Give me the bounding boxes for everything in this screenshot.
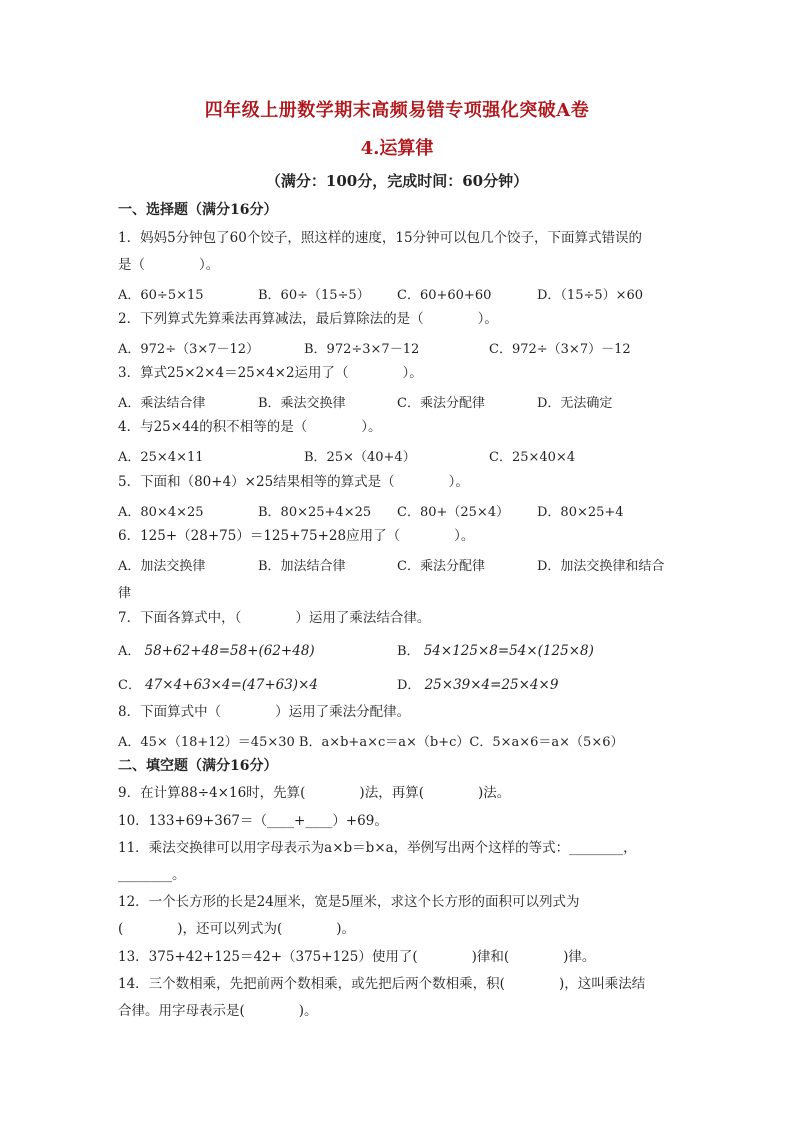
option-a-label: A． bbox=[118, 644, 141, 659]
question-6-option-d: D．加法交换律和结合 bbox=[537, 559, 665, 574]
question-6-option-a: A．加法交换律 bbox=[118, 559, 206, 574]
question-7-option-b bbox=[397, 640, 594, 659]
question-7-option-a bbox=[118, 640, 315, 659]
question-5-line-1: 5．下面和（80+4）×25结果相等的算式是（ ）。 bbox=[118, 474, 469, 490]
question-3-option-d: D．无法确定 bbox=[537, 396, 613, 411]
question-3-line-1: 3．算式25×2×4＝25×4×2运用了（ ）。 bbox=[118, 365, 423, 381]
section-heading-choice: 一、选择题（满分16分） bbox=[118, 202, 278, 218]
page-title: 四年级上册数学期末高频易错专项强化突破A卷 bbox=[204, 100, 590, 121]
option-d-label: D． bbox=[397, 678, 421, 693]
question-2-option-b: B．972÷3×7－12 bbox=[304, 342, 420, 357]
question-7-option-c bbox=[118, 674, 318, 693]
question-14-line-1: 14．三个数相乘，先把前两个数相乘，或先把后两个数相乘，积( )，这叫乘法结 bbox=[118, 976, 646, 992]
question-1-option-d: D．（15÷5）×60 bbox=[537, 288, 644, 303]
question-7-option-d bbox=[397, 674, 558, 693]
question-13: 13．375+42+125＝42+（375+125）使用了( )律和( )律。 bbox=[118, 949, 596, 965]
option-b-label: B． bbox=[397, 644, 420, 659]
option-d-expression: 25×39×4=25×4×9 bbox=[424, 677, 559, 693]
question-6-line-1: 6．125+（28+75）＝125+75+28应用了（ ）。 bbox=[118, 528, 475, 544]
question-11-line-1: 11．乘法交换律可以用字母表示为a×b＝b×a，举例写出两个这样的等式：________， bbox=[118, 840, 637, 856]
question-6-option-c: C．乘法分配律 bbox=[397, 559, 485, 574]
exam-meta: （满分：100分，完成时间：60分钟） bbox=[265, 172, 529, 190]
question-12-line-1: 12．一个长方形的长是24厘米，宽是5厘米，求这个长方形的面积可以列式为 bbox=[118, 894, 580, 910]
question-2-option-a: A．972÷（3×7－12） bbox=[118, 342, 260, 357]
option-b-expression: 54×125×8=54×(125×8) bbox=[423, 643, 594, 659]
question-5-option-d: D．80×25+4 bbox=[537, 505, 624, 520]
question-10: 10．133+69+367＝（____+____）+69。 bbox=[118, 813, 388, 829]
option-a-expression: 58+62+48=58+(62+48) bbox=[144, 643, 315, 659]
question-7-line-1: 7．下面各算式中，（ ）运用了乘法结合律。 bbox=[118, 610, 431, 626]
question-6-option-d-wrap: 律 bbox=[118, 586, 132, 601]
question-5-option-a: A．80×4×25 bbox=[118, 505, 204, 520]
question-11-line-2: ________。 bbox=[118, 867, 186, 883]
question-4-option-c: C．25×40×4 bbox=[489, 450, 576, 465]
question-1-option-c: C．60+60+60 bbox=[397, 288, 492, 303]
option-c-expression: 47×4+63×4=(47+63)×4 bbox=[145, 677, 318, 693]
question-3-option-b: B．乘法交换律 bbox=[258, 396, 346, 411]
question-4-line-1: 4．与25×44的积不相等的是（ ）。 bbox=[118, 419, 382, 435]
question-5-option-c: C．80+（25×4） bbox=[397, 505, 510, 520]
question-1-line-2: 是（ ）。 bbox=[118, 257, 220, 273]
question-9: 9．在计算88÷4×16时，先算( )法，再算( )法。 bbox=[118, 785, 511, 801]
question-2-line-1: 2．下列算式先算乘法再算减法，最后算除法的是（ ）。 bbox=[118, 311, 498, 327]
question-4-option-a: A．25×4×11 bbox=[118, 450, 204, 465]
question-3-option-c: C．乘法分配律 bbox=[397, 396, 485, 411]
question-4-option-b: B．25×（40+4） bbox=[304, 450, 416, 465]
question-1-line-1: 1．妈妈5分钟包了60个饺子，照这样的速度，15分钟可以包几个饺子，下面算式错误的 bbox=[118, 230, 643, 246]
section-heading-fill: 二、填空题（满分16分） bbox=[118, 758, 278, 774]
question-12-line-2: ( )，还可以列式为( )。 bbox=[118, 921, 356, 937]
question-3-option-a: A．乘法结合律 bbox=[118, 396, 206, 411]
option-c-label: C． bbox=[118, 678, 141, 693]
question-6-option-b: B．加法结合律 bbox=[258, 559, 346, 574]
question-1-option-a: A．60÷5×15 bbox=[118, 288, 204, 303]
question-5-option-b: B．80×25+4×25 bbox=[258, 505, 372, 520]
question-2-option-c: C．972÷（3×7）－12 bbox=[489, 342, 631, 357]
question-8-options: A．45×（18+12）＝45×30 B．a×b+a×c＝a×（b+c）C．5×a×6＝a×（5×6） bbox=[118, 735, 624, 750]
question-14-line-2: 合律。用字母表示是( )。 bbox=[118, 1003, 318, 1019]
page-subtitle: 4.运算律 bbox=[360, 138, 434, 159]
question-8-line-1: 8．下面算式中（ ）运用了乘法分配律。 bbox=[118, 704, 411, 720]
question-1-option-b: B．60÷（15÷5） bbox=[258, 288, 370, 303]
